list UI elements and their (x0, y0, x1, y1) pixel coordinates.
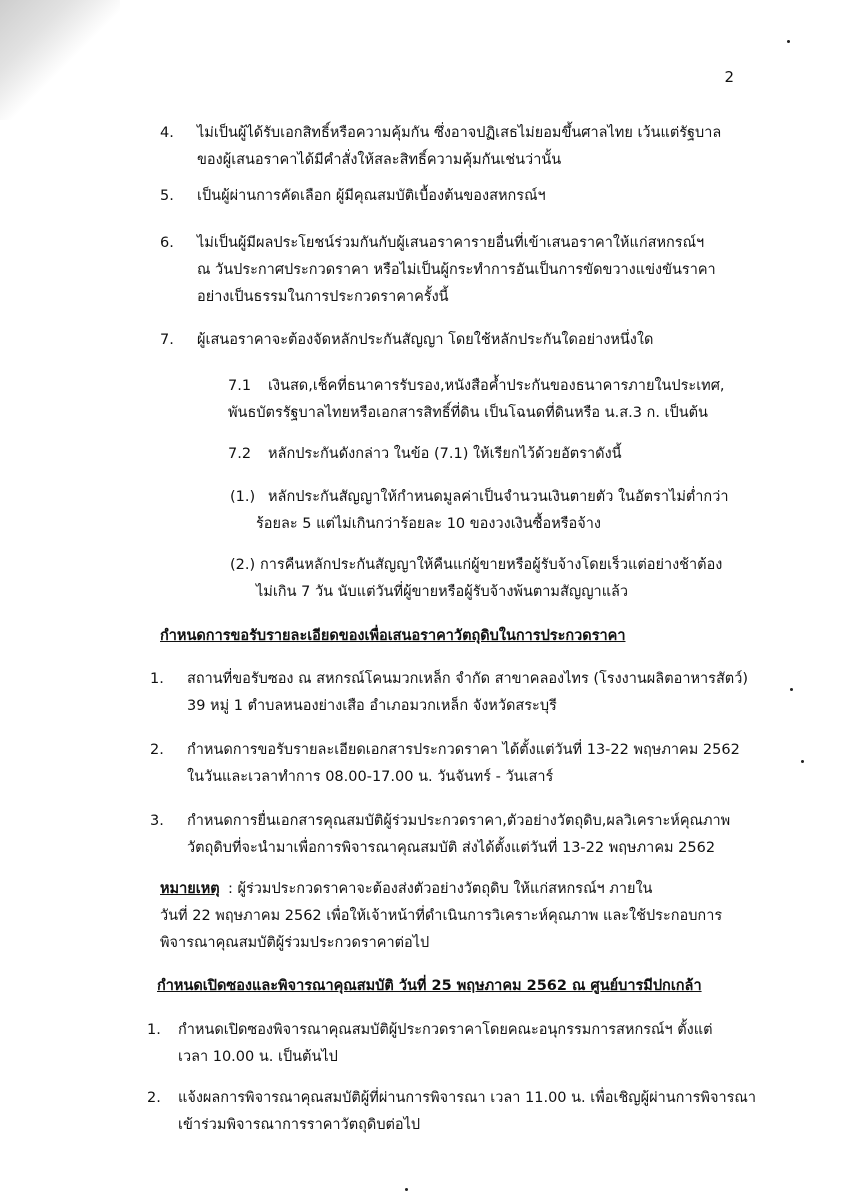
sub-number: 7.1 (228, 378, 252, 394)
list-number: 5. (160, 188, 174, 204)
scan-speck (801, 760, 804, 763)
list-number: 7. (160, 332, 174, 348)
sub-item-text: พันธบัตรรัฐบาลไทยหรือเอกสารสิทธิ์ที่ดิน เป็นโฉนดที่ดินหรือ น.ส.3 ก. เป็นต้น (228, 405, 708, 421)
list-number: 2. (147, 1090, 161, 1106)
note-text: : ผู้ร่วมประกวดราคาจะต้องส่งตัวอย่างวัตถุดิบ ให้แก่สหกรณ์ฯ ภายใน (228, 881, 653, 897)
list-number: 4. (160, 125, 174, 141)
list-item-text: 39 หมู่ 1 ตำบลหนองย่างเสือ อำเภอมวกเหล็ก จังหวัดสระบุรี (187, 698, 557, 714)
list-item-text: แจ้งผลการพิจารณาคุณสมบัติผู้ที่ผ่านการพิจารณา เวลา 11.00 น. เพื่อเชิญผู้ผ่านการพิจารณา (178, 1090, 756, 1106)
sub-item-text: หลักประกันสัญญาให้กำหนดมูลค่าเป็นจำนวนเงินตายตัว ในอัตราไม่ต่ำกว่า (268, 489, 729, 505)
section-heading-opening: กำหนดเปิดซองและพิจารณาคุณสมบัติ วันที่ 25 พฤษภาคม 2562 ณ ศูนย์บารมีปกเกล้า (157, 978, 702, 994)
section-heading-details: กำหนดการขอรับรายละเอียดของเพื่อเสนอราคาวัตถุดิบในการประกวดราคา (160, 628, 626, 644)
sub-item-text: ไม่เกิน 7 วัน นับแต่วันที่ผู้ขายหรือผู้รับจ้างพ้นตามสัญญาแล้ว (256, 584, 629, 600)
note-text: วันที่ 22 พฤษภาคม 2562 เพื่อให้เจ้าหน้าที่ดำเนินการวิเคราะห์คุณภาพ และใช้ประกอบการ (160, 908, 723, 924)
list-item-text: เป็นผู้ผ่านการคัดเลือก ผู้มีคุณสมบัติเบื้องต้นของสหกรณ์ฯ (197, 188, 546, 204)
list-number: 6. (160, 235, 174, 251)
sub-item-text: เงินสด,เช็คที่ธนาคารรับรอง,หนังสือค้ำประกันของธนาคารภายในประเทศ, (268, 378, 725, 394)
list-item-text: เวลา 10.00 น. เป็นต้นไป (178, 1049, 338, 1065)
scan-speck (405, 1188, 408, 1191)
list-number: 1. (147, 1022, 161, 1038)
scan-speck (787, 40, 790, 43)
list-number: 2. (150, 742, 164, 758)
list-item-text: เข้าร่วมพิจารณาการราคาวัตถุดิบต่อไป (178, 1117, 421, 1133)
list-item-text: กำหนดเปิดซองพิจารณาคุณสมบัติผู้ประกวดราคาโดยคณะอนุกรรมการสหกรณ์ฯ ตั้งแต่ (178, 1022, 713, 1038)
sub-item-text: หลักประกันดังกล่าว ในข้อ (7.1) ให้เรียกไว้ด้วยอัตราดังนี้ (268, 446, 622, 462)
list-item-text: ผู้เสนอราคาจะต้องจัดหลักประกันสัญญา โดยใช้หลักประกันใดอย่างหนึ่งใด (197, 332, 654, 348)
scan-artifact (0, 0, 120, 120)
list-item-text: ณ วันประกาศประกวดราคา หรือไม่เป็นผู้กระทำการอันเป็นการขัดขวางแข่งขันราคา (197, 262, 716, 278)
list-number: 3. (150, 813, 164, 829)
scan-speck (790, 688, 793, 691)
list-item-text: ไม่เป็นผู้มีผลประโยชน์ร่วมกันกับผู้เสนอราคารายอื่นที่เข้าเสนอราคาให้แก่สหกรณ์ฯ (197, 235, 705, 251)
sub-number: 7.2 (228, 446, 252, 462)
list-item-text: ไม่เป็นผู้ได้รับเอกสิทธิ์หรือความคุ้มกัน ซึ่งอาจปฏิเสธไม่ยอมขึ้นศาลไทย เว้นแต่รัฐบาล (197, 125, 722, 141)
list-number: 1. (150, 671, 164, 687)
list-item-text: ของผู้เสนอราคาได้มีคำสั่งให้สละสิทธิ์ความคุ้มกันเช่นว่านั้น (197, 152, 562, 168)
list-item-text: ในวันและเวลาทำการ 08.00-17.00 น. วันจันทร์ - วันเสาร์ (187, 769, 554, 785)
list-item-text: กำหนดการขอรับรายละเอียดเอกสารประกวดราคา ได้ตั้งแต่วันที่ 13-22 พฤษภาคม 2562 (187, 742, 740, 758)
sub-item-text: การคืนหลักประกันสัญญาให้คืนแก่ผู้ขายหรือผู้รับจ้างโดยเร็วแต่อย่างช้าต้อง (260, 557, 723, 573)
note-label: หมายเหตุ (160, 881, 220, 897)
list-item-text: สถานที่ขอรับซอง ณ สหกรณ์โคนมวกเหล็ก จำกัด สาขาคลองไทร (โรงงานผลิตอาหารสัตว์) (187, 671, 749, 687)
page-number: 2 (724, 68, 734, 86)
note-text: พิจารณาคุณสมบัติผู้ร่วมประกวดราคาต่อไป (160, 935, 430, 951)
list-item-text: กำหนดการยื่นเอกสารคุณสมบัติผู้ร่วมประกวดราคา,ตัวอย่างวัตถุดิบ,ผลวิเคราะห์คุณภาพ (187, 813, 731, 829)
sub-number: (1.) (230, 489, 256, 505)
sub-number: (2.) (230, 557, 256, 573)
sub-item-text: ร้อยละ 5 แต่ไม่เกินกว่าร้อยละ 10 ของวงเงินซื้อหรือจ้าง (256, 516, 601, 532)
list-item-text: วัตถุดิบที่จะนำมาเพื่อการพิจารณาคุณสมบัติ ส่งได้ตั้งแต่วันที่ 13-22 พฤษภาคม 2562 (187, 840, 716, 856)
list-item-text: อย่างเป็นธรรมในการประกวดราคาครั้งนี้ (197, 289, 449, 305)
